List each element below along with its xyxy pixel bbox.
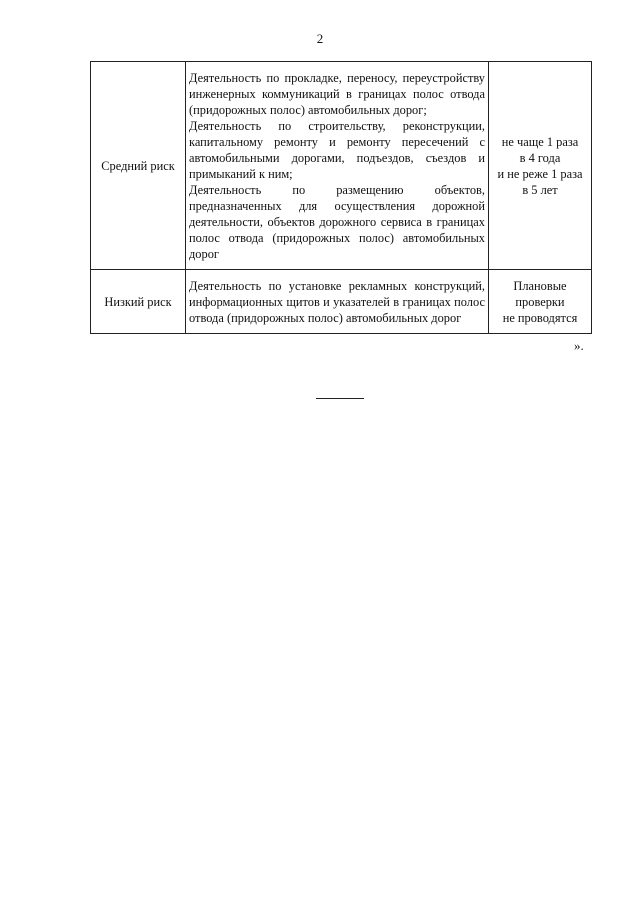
activity-cell	[186, 270, 489, 334]
frequency-line: Плановые	[513, 278, 567, 293]
activity-paragraph: Деятельность по размещению объектов, предназначенных для осуществления дорожной деятельности, объектов дорожного сервиса в границах полос отвода (придорожных полос) автомобильных дорог	[189, 182, 485, 261]
frequency-line: в 4 года	[519, 150, 561, 165]
frequency-line: не чаще 1 раза	[501, 134, 579, 149]
activity-paragraph: Деятельность по прокладке, переносу, переустройству инженерных коммуникаций в границах полос отвода (придорожных полос) автомобильных дорог;	[189, 70, 485, 117]
risk-category-cell: Средний риск	[91, 62, 186, 270]
inspection-frequency-cell	[489, 62, 592, 270]
risk-category-cell: Низкий риск	[91, 270, 186, 334]
closing-quote-mark: ».	[574, 338, 584, 353]
activity-cell	[186, 62, 489, 270]
inspection-frequency-cell	[489, 270, 592, 334]
end-divider-line	[316, 398, 364, 399]
frequency-line: и не реже 1 раза	[497, 166, 583, 181]
activity-paragraph: Деятельность по установке рекламных конструкций, информационных щитов и указателей в границах полос отвода (придорожных полос) автомобильных дорог	[189, 278, 485, 325]
frequency-line: в 5 лет	[522, 182, 558, 197]
page-number: 2	[316, 31, 324, 46]
risk-category-table	[90, 61, 592, 334]
activity-paragraph: Деятельность по строительству, реконструкции, капитальному ремонту и ремонту пересечений с автомобильными дорогами, подъездов, съездов и примыканий к ним;	[189, 118, 485, 181]
table-row-low-risk	[91, 270, 592, 334]
table-row-medium-risk	[91, 62, 592, 270]
frequency-line: не проводятся	[502, 310, 578, 325]
frequency-line: проверки	[515, 294, 565, 309]
